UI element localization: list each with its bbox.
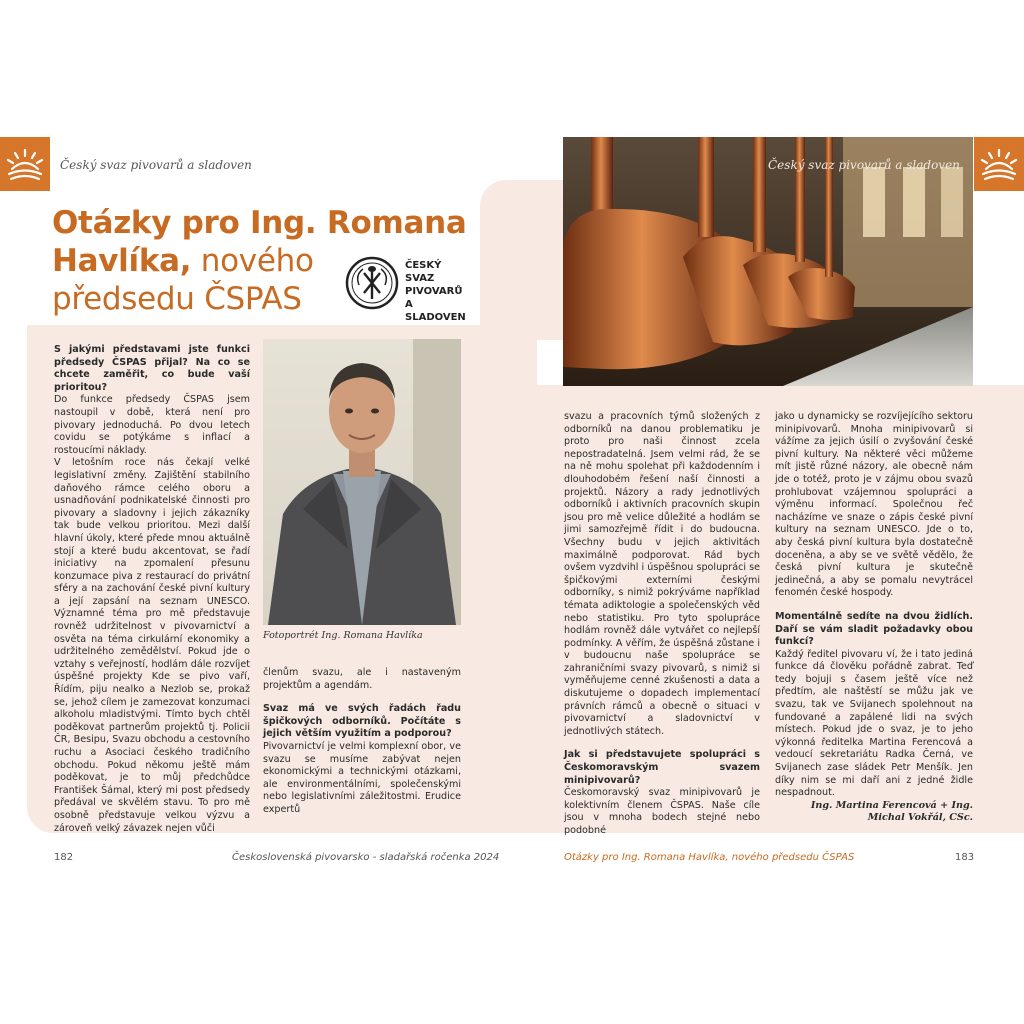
answer-1-intro: Do funkce předsedy ČSPAS jsem nastoupil v době, která není pro pivovary jednoduchá. Po dvou letech covidu se potýkáme s inflací a rostoucími náklady.	[54, 394, 250, 456]
photo-caption: Fotoportrét Ing. Romana Havlíka	[263, 630, 423, 641]
title-line-2: Havlíka, nového	[52, 243, 314, 279]
footer-article-title: Otázky pro Ing. Romana Havlíka, nového předsedu ČSPAS	[564, 852, 855, 863]
answer-2-continuation: svazu a pracovních týmů složených z odborníků na danou problematiku je proto pro naši činnost zcela nepostradatelná. Jsem velmi rád, že se na ně mohu spolehat při každodenním i dlouhodobém řešení naší činnosti a projektů. Názory a rady jednotlivých odborníků i aktivních pracovních skupin jsou pro mě velice důležité a hodlám se jimi samozřejmě řídit i do budoucna. Všechny budu v jejich aktivitách maximálně podporovat. Rád bych ovšem vyzdvihl i úspěšnou spolupráci se špičkovými externími českými odborníky, s nimiž pokrýváme například témata adiktologie a společenských věd nebo statistiku. Pro tyto spolupráce hodlám rovněž dále vytvářet co nejlepší podmínky. A věřím, že úspěšná zůstane i v budoucnu naše spolupráce se zahraničními svazy pivovarů, s nimiž si vyměňujeme cenné zkušenosti a data a diskutujeme o dopadech implementací právních rámců a obecně o situaci v pivovarnictví a sladovnictví v jednotlivých státech.	[564, 411, 760, 737]
logo-text-line-2: PIVOVARŮ	[405, 286, 463, 297]
column-2-continuation: členům svazu, ale i nastaveným projektům a agendám.	[263, 667, 461, 691]
man-portrait-icon	[263, 339, 461, 625]
page-number-left: 182	[54, 852, 74, 863]
column-4	[775, 411, 973, 825]
header-tab-left	[0, 137, 50, 191]
question-4: Momentálně sedíte na dvou židlích. Daří se vám sladit požadavky obou funkcí?	[775, 610, 973, 648]
column-2	[263, 667, 461, 817]
title-line-3: předsedu ČSPAS	[52, 281, 302, 317]
column-3	[564, 411, 760, 838]
article-panel-top	[480, 180, 570, 340]
running-header-left: Český svaz pivovarů a sladoven	[60, 158, 252, 172]
running-header-right: Český svaz pivovarů a sladoven	[768, 158, 960, 172]
copper-brew-kettles-icon	[563, 137, 973, 386]
answer-4: Každý ředitel pivovaru ví, že i tato jediná funkce dá člověku pořádně zabrat. Teď tedy bojuji s časem ještě více než předtím, ale naštěstí se můžu jak ve svazu, tak ve Svijanech spolehnout na fundované a zapálené lidi na svých místech. Pokud jde o svaz, je to jeho výkonná ředitelka Martina Ferencová a vedoucí sekretariátu Radka Černá, ve Svijanech zase sládek Petr Menšík. Jen díky nim se mi daří ani z jedné židle nespadnout.	[775, 648, 973, 799]
header-tab-right	[974, 137, 1024, 191]
footer-publication: Československá pivovarsko - sladařská ročenka 2024	[232, 852, 500, 863]
title-line-1: Otázky pro Ing. Romana	[52, 205, 467, 241]
logo-text-line-3: A SLADOVEN	[405, 299, 466, 323]
sunrise-icon	[0, 137, 50, 191]
column-1	[54, 344, 250, 835]
answer-2: Pivovarnictví je velmi komplexní obor, ve svazu se musíme zabývat nejen ekonomickými a technickými otázkami, ale environmentálními, společenskými nebo legislativními záležitostmi. Erudice expertů	[263, 740, 461, 815]
portrait-photo	[263, 339, 461, 625]
sunrise-icon	[974, 137, 1024, 191]
page-number-right: 183	[955, 852, 975, 863]
brewery-kettles-photo	[563, 137, 973, 386]
author-signature: Ing. Martina Ferencová + Ing. Michal Vokřál, CSc.	[810, 799, 973, 824]
question-2: Svaz má ve svých řadách řadu špičkových odborníků. Počítáte s jejich větším využitím a podporou?	[263, 703, 461, 740]
answer-1: V letošním roce nás čekají velké legislativní změny. Zajištění stabilního daňového rámce celého oboru a usnadňování podnikatelské činnosti pro pivovary a sladovny i jejich zákazníky tak bude velkou prioritou. Mezi další hlavní úkoly, které přede mnou aktuálně stojí a které budu akcentovat, se řadí iniciativy na zpomalení přesunu konzumace piva z restaurací do privátní sféry a na zachování české pivní kultury a její zapsání na seznam UNESCO. Významné téma pro mě představuje rovněž udržitelnost v pivovarnictví a osvěta na téma cirkulární ekonomiky a udržitelného zemědělství. Pokud jde o vztahy s veřejností, hodlám dále rozvíjet úspěšné projekty Kde se pivo vaří, Řídím, piju nealko a Nezlob se, prokaž se, jehož cílem je zamezovat konzumaci alkoholu mladistvými. Tímto bych chtěl poděkovat partnerům projektů tj. Policii ČR, Besipu, Svazu obchodu a cestovního ruchu a Asociaci českého tradičního obchodu. Pokud někomu ještě mám poděkovat, je to můj předchůdce František Šámal, který mi post předsedy předával ve skvělém stavu. To pro mě osobně představuje velkou výzvu a zároveň velký závazek nejen vůči	[54, 457, 250, 834]
logo-text-line-1: ČESKÝ SVAZ	[405, 260, 442, 284]
cspas-logo	[345, 255, 470, 323]
question-1: S jakými představami jste funkci předsedy ČSPAS přijal? Na co se chcete zaměřit, co bude vaší prioritou?	[54, 344, 250, 393]
question-3: Jak si představujete spolupráci s Českomoravským svazem minipivovarů?	[564, 749, 760, 786]
hop-barley-emblem-icon	[345, 255, 399, 311]
answer-3: Českomoravský svaz minipivovarů je kolektivním členem ČSPAS. Naše cíle jsou v mnoha bodech stejné nebo podobné	[564, 787, 760, 836]
answer-3-continuation: jako u dynamicky se rozvíjejícího sektoru minipivovarů. Mnoha minipivovarů si vážíme za jejich úsilí o zvyšování české pivní kultury. Na některé věci můžeme mít jistě různé názory, ale obecně nám jde o totéž, proto je v zájmu obou svazů prohlubovat vzájemnou spolupráci a výměnu informací. Společnou řeč nacházíme ve snaze o zápis české pivní kultury na seznam UNESCO. Jde o to, aby česká pivní kultura byla dostatečně doceněna, a aby se ve světě vědělo, že česká pivní kultura je skutečně jedinečná, a aby se pomalu nevytrácel fenomén české hospody.	[775, 411, 973, 599]
